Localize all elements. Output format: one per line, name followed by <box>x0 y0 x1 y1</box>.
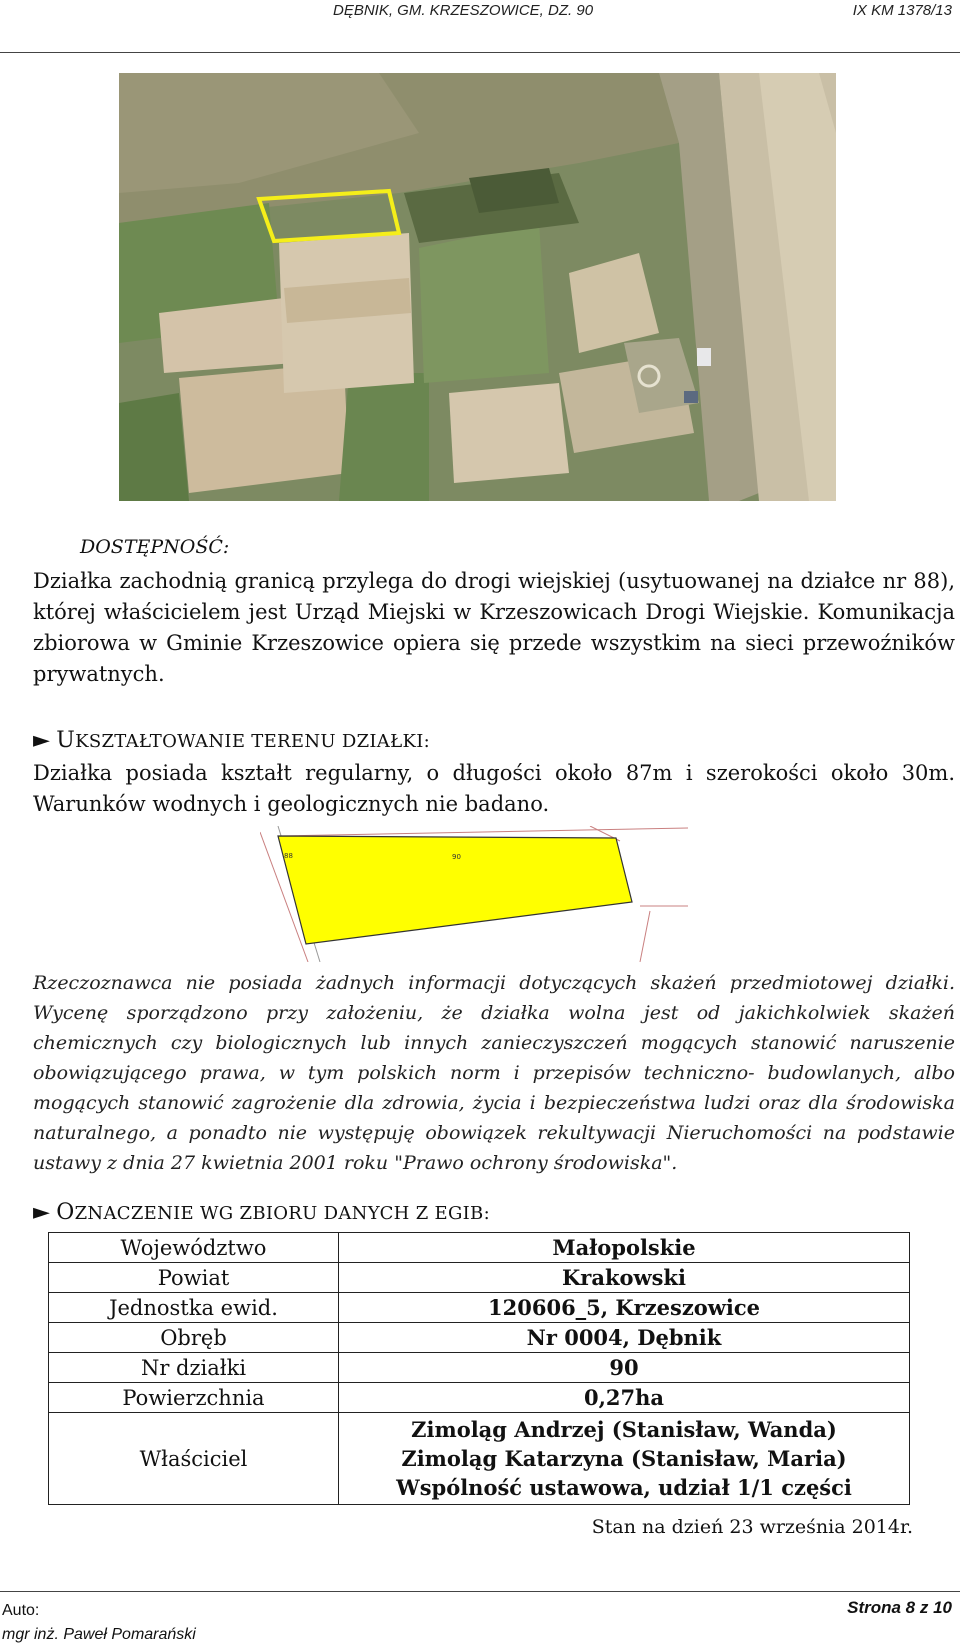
owner-label: Właściciel <box>49 1413 339 1505</box>
row-label: Nr działki <box>49 1353 339 1383</box>
header-divider <box>0 52 960 53</box>
owner-line: Wspólność ustawowa, udział 1/1 części <box>396 1475 852 1500</box>
footer-author-label: Auto: <box>2 1602 40 1619</box>
arrow-bullet-icon: ► <box>33 728 51 753</box>
row-label: Powierzchnia <box>49 1383 339 1413</box>
row-label: Powiat <box>49 1263 339 1293</box>
row-value: 90 <box>339 1353 910 1383</box>
row-value: 120606_5, Krzeszowice <box>339 1293 910 1323</box>
footer-author: mgr inż. Paweł Pomarański <box>2 1626 196 1643</box>
access-text: Działka zachodnią granicą przylega do drogi wiejskiej (usytuowanej na działce nr 88), której właścicielem jest Urząd Miejski w Krzeszowicach Drogi Wiejskie. Komunikacja zbiorowa w Gminie Krzeszowice opiera się przede wszystkim na sieci przewoźników prywatnych. <box>33 569 955 686</box>
aerial-photo <box>119 73 836 501</box>
owner-line: Zimoląg Katarzyna (Stanisław, Maria) <box>401 1446 847 1471</box>
table-row <box>49 1233 910 1263</box>
terrain-text: Działka posiada kształt regularny, o długości około 87m i szerokości około 30m. Warunków wodnych i geologicznych nie badano. <box>33 761 955 816</box>
row-value: Małopolskie <box>339 1233 910 1263</box>
parcel-map <box>260 826 688 962</box>
table-row-owner <box>49 1413 910 1505</box>
access-heading: DOSTĘPNOŚĆ: <box>80 536 230 558</box>
arrow-bullet-icon: ► <box>33 1200 51 1225</box>
row-label: Obręb <box>49 1323 339 1353</box>
egib-heading-rest: ZNACZENIE WG ZBIORU DANYCH Z EGIB: <box>74 1203 490 1224</box>
egib-table <box>48 1232 910 1505</box>
row-value: Krakowski <box>339 1263 910 1293</box>
owner-line: Zimoląg Andrzej (Stanisław, Wanda) <box>411 1417 837 1442</box>
neighbor-parcel-label: 88 <box>284 852 293 860</box>
table-row <box>49 1383 910 1413</box>
terrain-heading-initial: U <box>56 728 76 753</box>
egib-heading-initial: O <box>56 1200 75 1225</box>
row-label: Województwo <box>49 1233 339 1263</box>
table-row <box>49 1323 910 1353</box>
row-label: Jednostka ewid. <box>49 1293 339 1323</box>
header-reference: IX KM 1378/13 <box>852 2 952 19</box>
egib-heading <box>33 1200 490 1225</box>
footer-divider <box>0 1591 960 1592</box>
header-title: DĘBNIK, GM. KRZESZOWICE, DZ. 90 <box>333 2 594 19</box>
page-number: Strona 8 z 10 <box>847 1598 952 1617</box>
state-date: Stan na dzień 23 września 2014r. <box>591 1516 913 1538</box>
row-value: 0,27ha <box>339 1383 910 1413</box>
terrain-heading-rest: KSZTAŁTOWANIE TERENU DZIAŁKI: <box>75 731 430 752</box>
owners-cell <box>339 1413 910 1505</box>
row-value: Nr 0004, Dębnik <box>339 1323 910 1353</box>
parcel-number-label: 90 <box>452 853 461 861</box>
table-row <box>49 1353 910 1383</box>
table-row <box>49 1293 910 1323</box>
terrain-heading <box>33 728 430 753</box>
table-row <box>49 1263 910 1293</box>
environment-text: Rzeczoznawca nie posiada żadnych informacji dotyczących skażeń przedmiotowej działki. Wycenę sporządzono przy założeniu, że działka wolna jest od jakichkolwiek skażeń chemicznych czy biologicznych lub innych zanieczyszczeń mogących stanowić naruszenie obowiązującego prawa, w tym polskich norm i przepisów techniczno- budowlanych, albo mogących stanowić zagrożenie dla zdrowia, życia i bezpieczeństwa ludzi oraz dla środowiska naturalnego, a ponadto nie występuję obowiązek rekultywacji Nieruchomości na podstawie ustawy z dnia 27 kwietnia 2001 roku "Prawo ochrony środowiska". <box>33 972 955 1174</box>
